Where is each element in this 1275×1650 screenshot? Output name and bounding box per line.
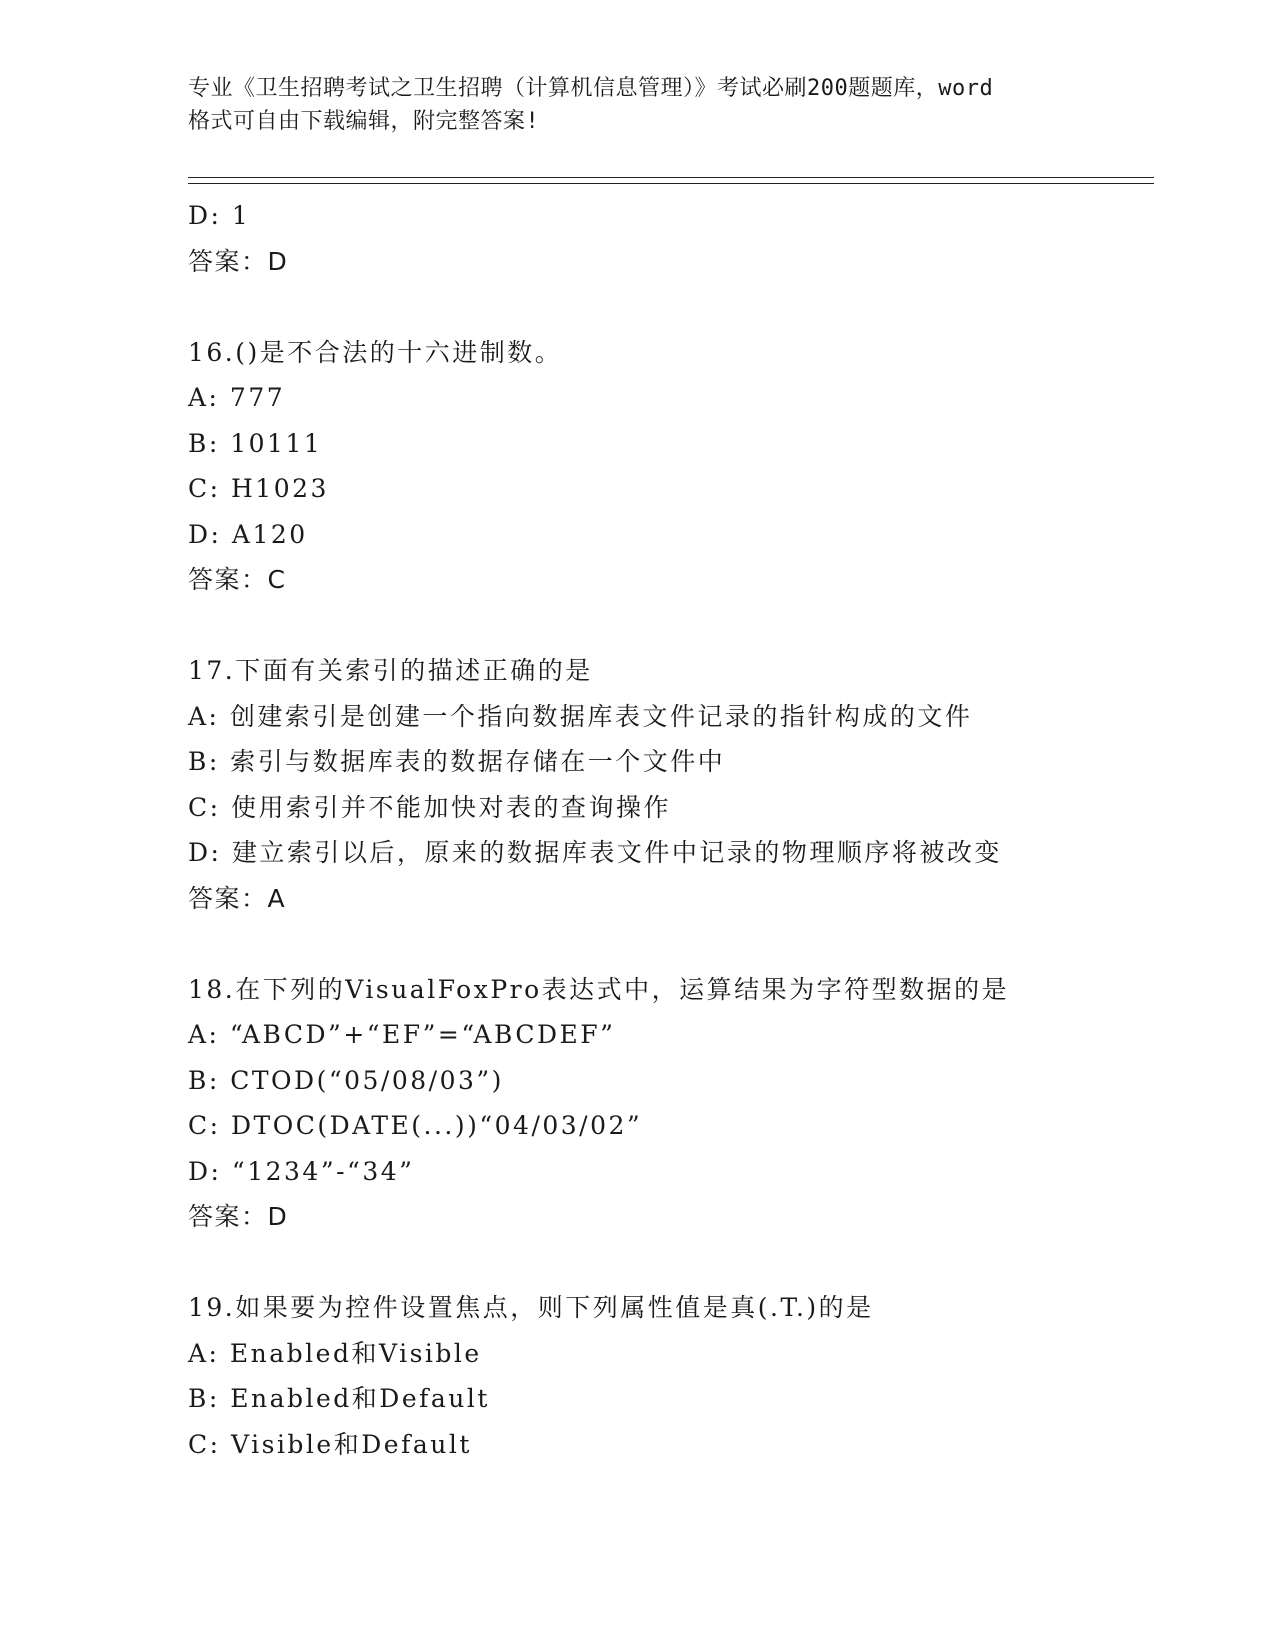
- answer-line: 答案：D: [188, 1202, 289, 1231]
- option-d: D: 1: [188, 201, 251, 230]
- header-line-1: 专业《卫生招聘考试之卫生招聘（计算机信息管理）》考试必刷200题题库，word: [188, 76, 994, 101]
- question-stem: 16.()是不合法的十六进制数。: [188, 337, 563, 367]
- spacer: [188, 603, 1148, 649]
- option-a: A: “ABCD”+“EF”=“ABCDEF”: [188, 1020, 616, 1049]
- question-16: [188, 330, 1148, 603]
- question-19: [188, 1285, 1148, 1467]
- option-b: B: 索引与数据库表的数据存储在一个文件中: [188, 747, 726, 776]
- header-line-2: 格式可自由下载编辑，附完整答案!: [188, 109, 540, 134]
- option-c: C: DTOC(DATE(...))“04/03/02”: [188, 1111, 643, 1140]
- question-18: [188, 967, 1148, 1240]
- answer-line: 答案：C: [188, 565, 287, 594]
- document-header: [188, 72, 1088, 138]
- option-d: D: 建立索引以后，原来的数据库表文件中记录的物理顺序将被改变: [188, 838, 1002, 867]
- option-b: B: 10111: [188, 428, 323, 458]
- answer-line: 答案：A: [188, 883, 287, 913]
- question-stem: 18.在下列的VisualFoxPro表达式中，运算结果为字符型数据的是: [188, 974, 1010, 1004]
- question-17: [188, 648, 1148, 921]
- header-divider-bottom: [188, 183, 1154, 184]
- option-c: C: Visible和Default: [188, 1429, 472, 1459]
- spacer: [188, 284, 1148, 330]
- option-c: C: H1023: [188, 474, 329, 503]
- option-a: A: 777: [188, 383, 286, 412]
- option-d: D: “1234”-“34”: [188, 1156, 415, 1186]
- option-a: A: 创建索引是创建一个指向数据库表文件记录的指针构成的文件: [188, 701, 973, 731]
- spacer: [188, 921, 1148, 967]
- spacer: [188, 1240, 1148, 1286]
- option-a: A: Enabled和Visible: [188, 1338, 482, 1368]
- option-c: C: 使用索引并不能加快对表的查询操作: [188, 792, 671, 822]
- question-list: [188, 193, 1148, 1467]
- prev-question-tail: [188, 193, 1148, 284]
- answer-line: 答案：D: [188, 246, 289, 276]
- question-stem: 19.如果要为控件设置焦点，则下列属性值是真(.T.)的是: [188, 1293, 874, 1322]
- option-b: B: CTOD(“05/08/03”): [188, 1065, 504, 1095]
- option-b: B: Enabled和Default: [188, 1384, 490, 1413]
- option-d: D: A120: [188, 519, 308, 549]
- question-stem: 17.下面有关索引的描述正确的是: [188, 656, 593, 685]
- header-divider-top: [188, 177, 1154, 178]
